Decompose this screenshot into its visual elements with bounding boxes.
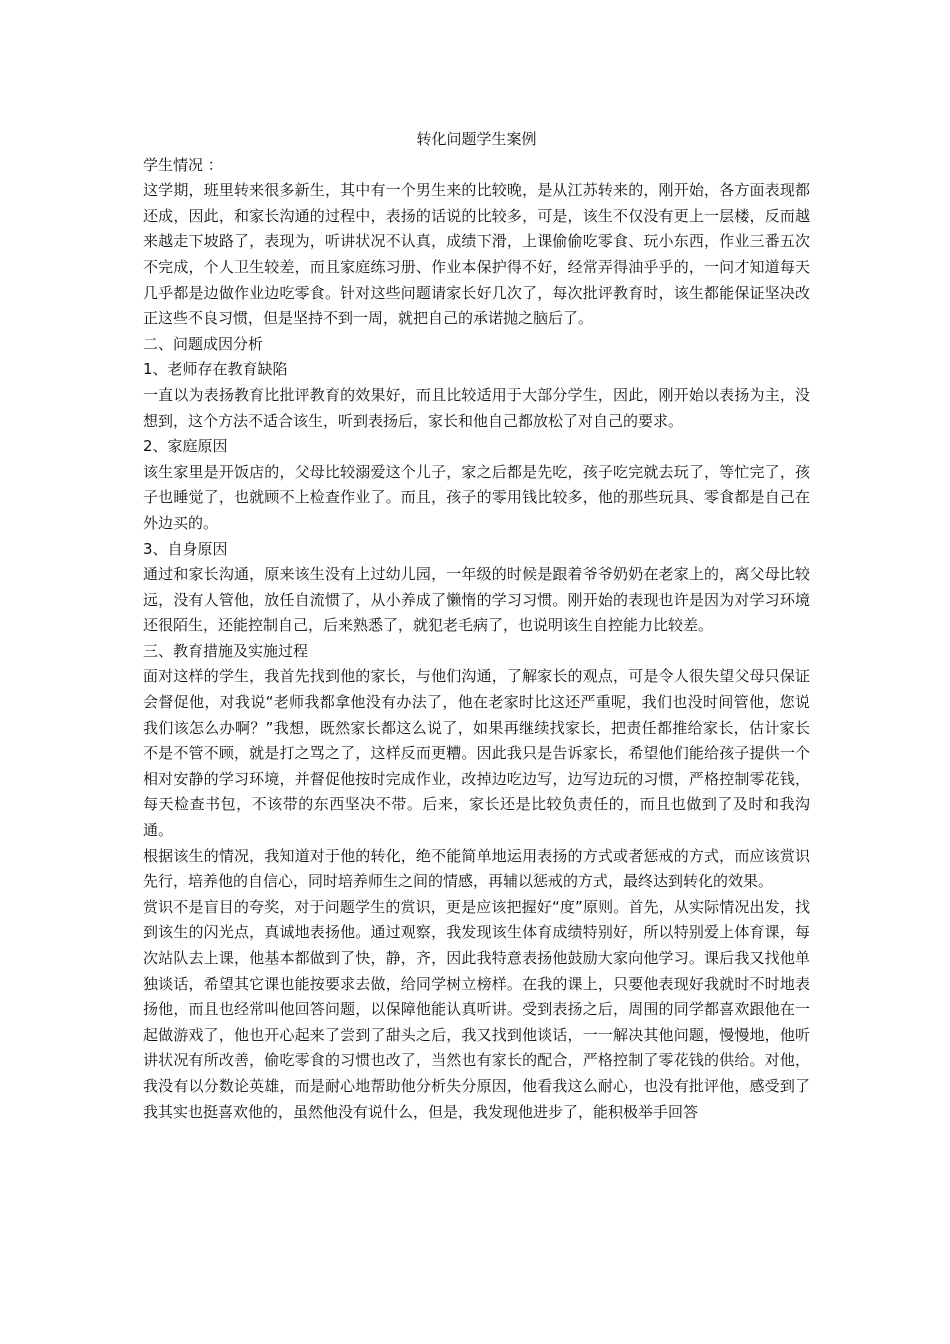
student-situation-paragraph: 这学期，班里转来很多新生，其中有一个男生来的比较晚，是从江苏转来的，刚开始，各方面表现都还成，因此，和家长沟通的过程中，表扬的话说的比较多，可是，该生不仅没有更上一层楼，反而越来越走下坡路了，表现为，听讲状况不认真，成绩下滑，上课偷偷吃零食、玩小东西，作业三番五次不完成，个人卫生较差，而且家庭练习册、作业本保护得不好，经常弄得油乎乎的，一问才知道每天几乎都是边做作业边吃零食。针对这些问题请家长好几次了，每次批评教育时，该生都能保证坚决改正这些不良习惯，但是坚持不到一周，就把自己的承诺抛之脑后了。 [143,181,810,328]
document-page [143,127,810,1125]
student-situation-heading: 学生情况 ： [143,155,223,174]
cause-family-paragraph: 该生家里是开饭店的，父母比较溺爱这个儿子，家之后都是先吃，孩子吃完就去玩了，等忙完了，孩子也睡觉了，也就顾不上检查作业了。而且，孩子的零用钱比较多，他的那些玩具、零食都是自己在外边买的。 [143,462,810,532]
cause-self-heading: 3、自身原因 [143,539,228,558]
cause-teacher-heading: 1、老师存在教育缺陷 [143,360,288,379]
cause-self-paragraph: 通过和家长沟通，原来该生没有上过幼儿园，一年级的时候是跟着爷爷奶奶在老家上的，离父母比较远，没有人管他，放任自流惯了，从小养成了懒惰的学习习惯。刚开始的表现也许是因为对学习环境还很陌生，还能控制自己，后来熟悉了，就犯老毛病了，也说明该生自控能力比较差。 [143,565,810,635]
document-title: 转化问题学生案例 [416,130,537,148]
cause-family-heading: 2、家庭原因 [143,437,228,456]
measures-paragraph-1: 面对这样的学生，我首先找到他的家长，与他们沟通，了解家长的观点，可是令人很失望父母只保证会督促他，对我说“老师我都拿他没有办法了，他在老家时比这还严重呢，我们也没时间管他，您说我们该怎么办啊？”我想，既然家长都这么说了，如果再继续找家长，把责任都推给家长，估计家长不是不管不顾，就是打之骂之了，这样反而更糟。因此我只是告诉家长，希望他们能给孩子提供一个相对安静的学习环境，并督促他按时完成作业，改掉边吃边写，边写边玩的习惯，严格控制零花钱，每天检查书包，不该带的东西坚决不带。后来，家长还是比较负责任的，而且也做到了及时和我沟通。 [143,667,810,840]
cause-teacher-paragraph: 一直以为表扬教育比批评教育的效果好，而且比较适用于大部分学生，因此，刚开始以表扬为主，没想到，这个方法不适合该生，听到表扬后，家长和他自己都放松了对自己的要求。 [143,385,810,430]
measures-paragraph-3: 赏识不是盲目的夸奖，对于问题学生的赏识，更是应该把握好“度”原则。首先，从实际情况出发，找到该生的闪光点，真诚地表扬他。通过观察，我发现该生体育成绩特别好，所以特别爱上体育课，每次站队去上课，他基本都做到了快，静，齐，因此我特意表扬他鼓励大家向他学习。课后我又找他单独谈话，希望其它课也能按要求去做，给同学树立榜样。在我的课上，只要他表现好我就时不时地表扬他，而且也经常叫他回答问题，以保障他能认真听讲。受到表扬之后，周围的同学都喜欢跟他在一起做游戏了，他也开心起来了尝到了甜头之后，我又找到他谈话，一一解决其他问题，慢慢地，他听讲状况有所改善，偷吃零食的习惯也改了，当然也有家长的配合，严格控制了零花钱的供给。对他，我没有以分数论英雄，而是耐心地帮助他分析失分原因，他看我这么耐心，也没有批评他，感受到了我其实也挺喜欢他的，虽然他没有说什么，但是，我发现他进步了，能积极举手回答 [143,897,810,1121]
cause-analysis-heading: 二、问题成因分析 [143,334,264,353]
measures-heading: 三、教育措施及实施过程 [143,641,309,660]
measures-paragraph-2: 根据该生的情况，我知道对于他的转化，绝不能简单地运用表扬的方式或者惩戒的方式，而应该赏识先行，培养他的自信心，同时培养师生之间的情感，再辅以惩戒的方式，最终达到转化的效果。 [143,846,810,891]
